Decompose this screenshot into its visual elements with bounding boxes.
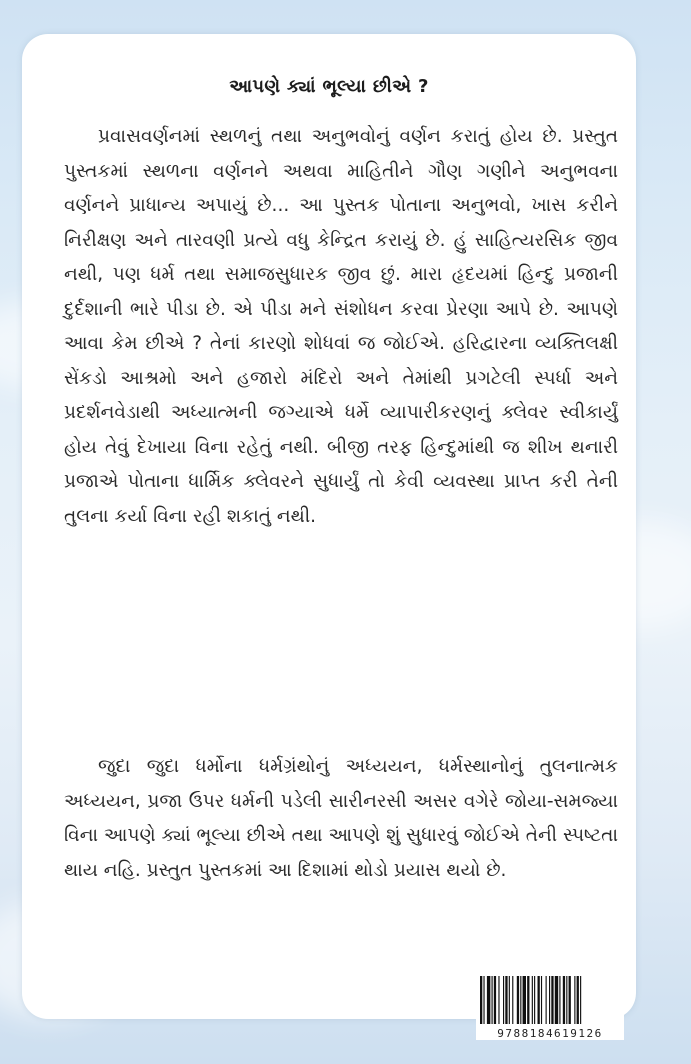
- barcode: [476, 974, 624, 1040]
- isbn-number: 9788184619126: [497, 1027, 603, 1040]
- barcode-bar: [523, 976, 526, 1024]
- barcode-bar: [505, 976, 507, 1024]
- barcode-bar: [551, 976, 553, 1024]
- barcode-bar: [569, 976, 571, 1024]
- barcode-bar: [517, 976, 519, 1024]
- paragraph-2: જુદા જુદા ધર્મોના ધર્મગ્રંથોનું અધ્યયન, ધર્મસ્થાનોનું તુલનાત્મક અધ્યયન, પ્રજા ઉપર ધર્મની પડેલી સારીનરસી અસર વગેરે જોયા-સમજ્યા વિના આપણે ક્યાં ભૂલ્યા છીએ તથા આપણે શું સુધારવું જોઈએ તેની સ્પષ્ટતા થાય નહિ. પ્રસ્તુત પુસ્તકમાં આ દિશામાં થોડો પ્રયાસ થયો છે.: [64, 756, 618, 881]
- barcode-bar: [498, 976, 499, 1024]
- barcode-bar: [574, 976, 575, 1024]
- page-title: આપણે ક્યાં ભૂલ્યા છીએ ?: [229, 76, 429, 97]
- barcode-bar: [559, 976, 560, 1024]
- paragraph-1: પ્રવાસવર્ણનમાં સ્થળનું તથા અનુભવોનું વર્ણન કરાતું હોય છે. પ્રસ્તુત પુસ્તકમાં સ્થળના વર્ણનને અથવા માહિતીને ગૌણ ગણીને અનુભવના વર્ણનને પ્રાધાન્ય અપાયું છે... આ પુસ્તક પોતાના અનુભવો, ખાસ કરીને નિરીક્ષણ અને તારવણી પ્રત્યે વધુ કેન્દ્રિત કરાયું છે. હું સાહિત્યરસિક જીવ નથી, પણ ધર્મ તથા સમાજસુધારક જીવ છું. મારા હૃદયમાં હિન્દુ પ્રજાની દુર્દશાની ભારે પીડા છે. એ પીડા મને સંશોધન કરવા પ્રેરણા આપે છે. આપણે આવા કેમ છીએ ? તેનાં કારણો શોધવાં જ જોઈએ. હરિદ્વારના વ્યક્તિલક્ષી સેંકડો આશ્રમો અને હજારો મંદિરો અને તેમાંથી પ્રગટેલી સ્પર્ધા અને પ્રદર્શનવેડાથી અધ્યાત્મની જગ્યાએ ધર્મે વ્યાપારીકરણનું ક્લેવર સ્વીકાર્યું હોય તેવું દેખાયા વિના રહેતું નથી. બીજી તરફ હિન્દુમાંથી જ શીખ થનારી પ્રજાએ પોતાના ધાર્મિક ક્લેવરને સુધાર્યું તો કેવી વ્યવસ્થા પ્રાપ્ત કરી તેની તુલના કર્યા વિના રહી શકાતું નથી.: [64, 126, 618, 527]
- barcode-bars: [476, 974, 624, 1026]
- barcode-bar: [563, 976, 565, 1024]
- barcode-bar: [534, 976, 535, 1024]
- text-panel: [22, 34, 636, 1040]
- barcode-bar: [546, 976, 547, 1024]
- barcode-bar: [538, 976, 540, 1024]
- barcode-bar: [509, 976, 510, 1024]
- barcode-bar: [577, 976, 579, 1024]
- barcode-bar: [520, 976, 521, 1024]
- barcode-bar: [527, 976, 529, 1024]
- barcode-bar: [503, 976, 504, 1024]
- barcode-bar: [512, 976, 513, 1024]
- barcode-bar: [492, 976, 493, 1024]
- barcode-bar: [480, 976, 482, 1024]
- barcode-bar: [580, 976, 581, 1024]
- barcode-bar: [494, 976, 496, 1024]
- barcode-bar: [532, 976, 533, 1024]
- barcode-bar: [549, 976, 550, 1024]
- barcode-bar: [487, 976, 490, 1024]
- barcode-bar: [566, 976, 567, 1024]
- barcode-bar: [555, 976, 558, 1024]
- barcode-bar: [483, 976, 484, 1024]
- barcode-bar: [541, 976, 542, 1024]
